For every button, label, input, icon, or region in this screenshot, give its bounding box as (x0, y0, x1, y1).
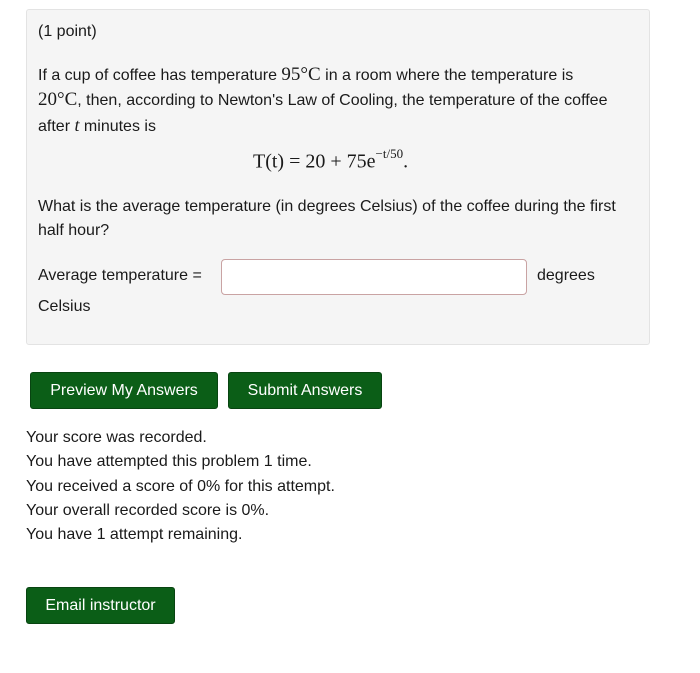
formula-main: T(t) = 20 + 75e (253, 150, 376, 173)
problem-panel (26, 9, 650, 345)
formula-exponent: −t/50 (375, 146, 404, 161)
intro-text-d: minutes is (79, 118, 156, 135)
time-variable: t (74, 115, 80, 135)
email-instructor-button[interactable]: Email instructor (26, 587, 175, 624)
problem-points: (1 point) (38, 23, 97, 40)
status-remaining: You have 1 attempt remaining. (26, 526, 243, 544)
answer-unit-degrees: degrees (537, 267, 595, 284)
intro-text-c: , then, according to Newton's Law of Cooling, the temperature of the coffee after (38, 92, 608, 135)
formula-end: . (403, 150, 409, 173)
cooling-formula (253, 148, 408, 174)
status-overall-score: Your overall recorded score is 0%. (26, 501, 270, 519)
room-temperature: 20°C (38, 89, 78, 110)
submit-answers-button[interactable]: Submit Answers (228, 372, 382, 409)
answer-label: Average temperature = (38, 267, 202, 284)
status-attempts: You have attempted this problem 1 time. (26, 453, 312, 471)
intro-text-b: in a room where the temperature is (320, 67, 574, 84)
coffee-temperature: 95°C (281, 64, 321, 85)
status-attempt-score: You received a score of 0% for this attempt. (26, 477, 335, 495)
problem-statement (38, 63, 638, 139)
average-temperature-input[interactable] (221, 259, 527, 295)
status-recorded: Your score was recorded. (26, 429, 207, 446)
answer-unit-celsius: Celsius (38, 298, 91, 315)
score-status (26, 426, 335, 547)
question-text: What is the average temperature (in degrees Celsius) of the coffee during the first half hour? (38, 198, 616, 239)
intro-text-a: If a cup of coffee has temperature (38, 67, 282, 84)
preview-answers-button[interactable]: Preview My Answers (30, 372, 218, 409)
